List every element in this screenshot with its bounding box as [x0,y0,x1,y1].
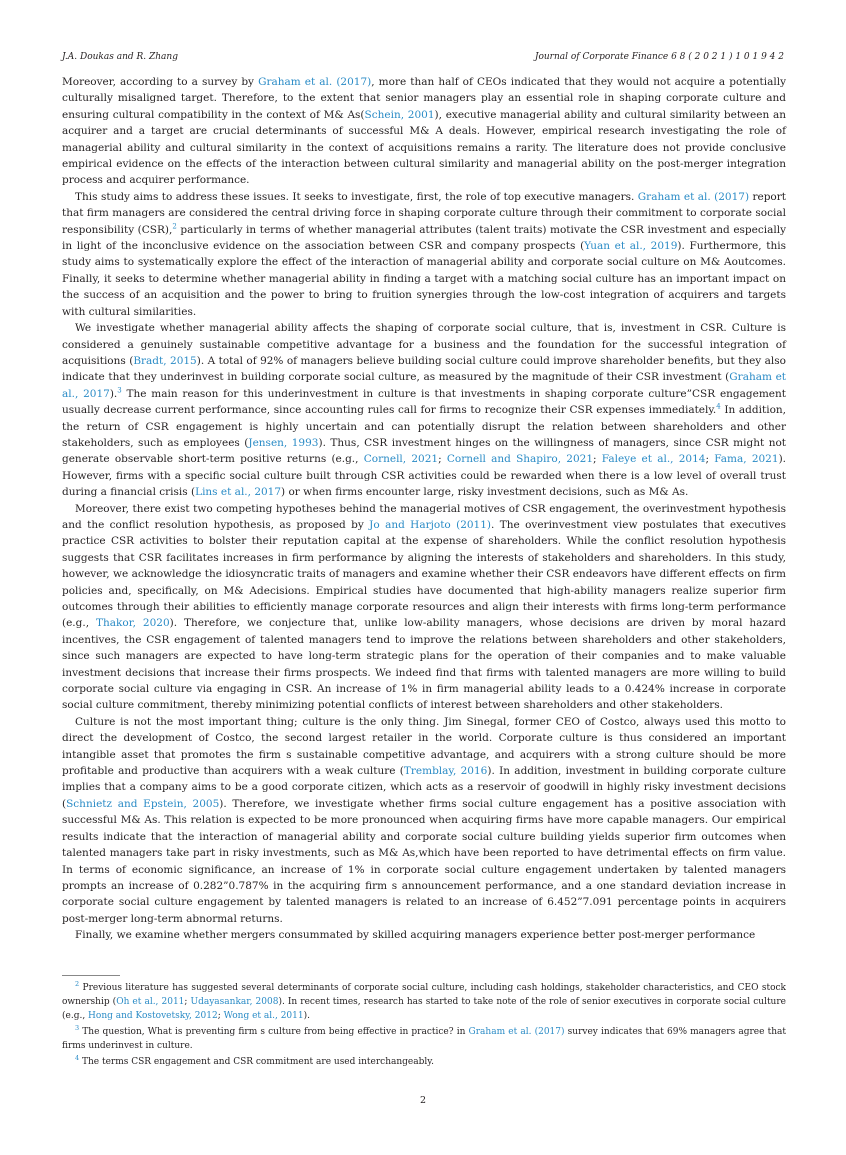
body-paragraph [62,74,786,189]
text-run: ). However, firms with a specific social culture built through CSR activities could be rewarded when there is a low level of overall trust during a financial crisis ( [62,453,786,499]
citation-link[interactable]: Graham et al., 2017 [62,371,787,400]
citation-link[interactable]: Hong and Kostovetsky, 2012 [88,1011,218,1021]
footnote-separator [62,975,120,976]
text-run: ; [705,453,715,466]
citation-link[interactable]: Lins et al., 2017 [195,486,282,499]
citation-link[interactable]: Graham et al. (2017) [468,1027,565,1037]
text-run: ). Therefore, we conjecture that, unlike low-ability managers, whose decisions are driven by moral hazard incentives, the CSR engagement of talented managers tend to improve the relations between shareholders and other stakeholders, since such managers are expected to have long-term strategic plans for the operation of their companies and to make valuable investment decisions that increase their firms prospects. We indeed find that firms with talented managers are more willing to build corporate social culture via engaging in CSR. An increase of 1% in firm managerial ability leads to a 0.424% increase in corporate social culture commitment, thereby minimizing potential conflicts of interest between shareholders and other stakeholders. [62,617,786,712]
body-paragraph [62,927,786,943]
text-run: report that firm managers are considered the central driving force in shaping corporate culture through their commitment to corporate social responsibility (CSR), [62,190,786,236]
citation-link[interactable]: Oh et al., 2011 [116,997,185,1007]
citation-link[interactable]: Fama, 2021 [714,453,779,466]
citation-link[interactable]: Jensen, 1993 [248,436,319,449]
footnote [62,1025,786,1053]
text-run: particularly in terms of whether managerial attributes (talent traits) motivate the CSR investment and especially in light of the inconclusive evidence on the association between CSR and company prospects ( [62,223,787,253]
citation-link[interactable]: Tremblay, 2016 [403,765,488,778]
footnote-marker[interactable]: 4 [716,402,721,411]
text-run: Culture is not the most important thing; culture is the only thing. Jim Sinegal, former CEO of Costco, always used this motto to direct the development of Costco, the second largest retailer in the world. Corporate culture is thus considered an important intangible asset that promotes the firm s sustainable competitive advantage, and acquirers with a strong culture should be more profitable and productive than acquirers with a weak culture ( [62,715,786,778]
text-run: survey indicates that 69% managers agree that firms underinvest in culture. [62,1027,786,1051]
text-run: This study aims to address these issues. It seeks to investigate, first, the role of top executive managers. [75,190,638,203]
citation-link[interactable]: Thakor, 2020 [96,617,170,630]
article-body [62,74,786,944]
text-run: . The overinvestment view postulates that executives practice CSR activities to bolster their reputation capital at the expense of shareholders. While the conflict resolution hypothesis suggests that CSR facilitates increases in firm performance by aligning the interests of stakeholders and shareholders. In this study, however, we acknowledge the idiosyncratic traits of managers and examine whether their CSR endeavors have different effects on firm policies and, specifically, on M& Adecisions. Empirical studies have documented that high-ability managers realize superior firm outcomes through their abilities to efficiently manage corporate resources and align their interests with firms long-term performance (e.g., [62,518,786,630]
text-run: ). [303,1011,310,1021]
body-paragraph [62,501,786,714]
citation-link[interactable]: Faleye et al., 2014 [601,453,706,466]
body-paragraph [62,189,786,320]
text-run: ), executive managerial ability and cultural similarity between an acquirer and a target are crucial determinants of successful M& A deals. However, empirical research investigating the role of managerial ability and cultural similarity in the context of acquisitions remains a rarity. The literature does not provide conclusive empirical evidence on the effects of the interaction between cultural similarity and managerial ability on the post-merger integration process and acquirer performance. [62,108,786,187]
citation-link[interactable]: Schnietz and Epstein, 2005 [66,797,220,810]
citation-link[interactable]: Udayasankar, 2008 [190,997,279,1007]
footnote-marker[interactable]: 3 [117,386,122,395]
footnote [62,1055,786,1069]
text-run: The main reason for this underinvestment in culture is that investments in shaping corporate culture”CSR engagement usually decrease current performance, since accounting rules call for firms to recognize their CSR expenses immediately. [62,387,786,417]
text-run: We investigate whether managerial ability affects the shaping of corporate social culture, that is, investment in CSR. Culture is considered a genuinely sustainable competitive advantage for a business and the foundation for the successful integration of acquisitions ( [62,322,786,367]
footnote [62,981,786,1023]
text-run: Previous literature has suggested several determinants of corporate social culture, including cash holdings, stakeholder characteristics, and CEO stock ownership ( [62,983,786,1007]
text-run: Moreover, according to a survey by [62,76,259,88]
running-header-authors: J.A. Doukas and R. Zhang [62,52,178,62]
text-run: ). Thus, CSR investment hinges on the willingness of managers, since CSR might not generate observable short-term positive returns (e.g., [62,436,786,466]
text-run: The question, What is preventing firm s culture from being effective in practice? in [79,1027,469,1037]
citation-link[interactable]: Jo and Harjoto (2011) [369,518,492,531]
text-run: ). [109,387,118,400]
footnotes [62,981,786,1071]
body-paragraph [62,714,786,927]
text-run: , more than half of CEOs indicated that they would not acquire a potentially culturally misaligned target. Therefore, to the extent that senior managers play an essential role in shaping corporate culture and ensuring cultural compatibility in the context of M& As( [62,76,786,121]
text-run: ; [593,453,602,466]
footnote-marker[interactable]: 2 [172,222,177,231]
text-run: ; [217,1011,224,1021]
text-run: ). In recent times, research has started to take note of the role of senior executives in corporate social culture (e.g., [62,997,786,1021]
page-number: 2 [419,1095,427,1106]
footnote-marker[interactable]: 3 [75,1024,80,1032]
footnote-marker[interactable]: 4 [75,1054,80,1062]
citation-link[interactable]: Graham et al. (2017) [258,76,372,88]
text-run: The terms CSR engagement and CSR commitment are used interchangeably. [79,1057,435,1067]
text-run: ). Furthermore, this study aims to systematically explore the effect of the interaction of managerial ability and corporate social culture on M& Aoutcomes. Finally, it seeks to determine whether managerial ability in finding a target with a matching social culture has an important impact on the success of an acquisition and the power to bring to fruition synergies through the low-cost integration of acquirers and targets with cultural similarities. [62,240,786,318]
text-run: ) or when firms encounter large, risky investment decisions, such as M& As. [281,486,689,499]
running-header-journal: Journal of Corporate Finance 6 8 ( 2 0 2 1 ) 1 0 1 9 4 2 [534,52,784,62]
citation-link[interactable]: Wong et al., 2011 [223,1011,304,1021]
text-run: Finally, we examine whether mergers consummated by skilled acquiring managers experience better post-merger performance [75,929,756,942]
citation-link[interactable]: Yuan et al., 2019 [584,240,678,253]
body-paragraph [62,320,786,500]
footnote-marker[interactable]: 2 [75,980,80,988]
text-run: ; [184,997,191,1007]
text-run: Moreover, there exist two competing hypotheses behind the managerial motives of CSR engagement, the overinvestment hypothesis and the conflict resolution hypothesis, as proposed by [62,502,786,531]
text-run: ). In addition, investment in building corporate culture implies that a company aims to be a good corporate citizen, which acts as a reservoir of goodwill in highly risky investment decisions ( [62,765,787,810]
citation-link[interactable]: Bradt, 2015 [133,354,197,367]
citation-link[interactable]: Graham et al. (2017) [637,190,750,203]
text-run: In addition, the return of CSR engagement is highly uncertain and can potentially disrupt the relation between shareholders and other stakeholders, such as employees ( [62,404,786,449]
text-run: ). A total of 92% of managers believe building social culture could improve shareholder benefits, but they also indicate that they underinvest in building corporate social culture, as measured by the magnitude of their CSR investment ( [62,354,786,384]
text-run: ). Therefore, we investigate whether firms social culture engagement has a positive association with successful M& As. This relation is expected to be more pronounced when acquiring firms have more capable managers. Our empirical results indicate that the interaction of managerial ability and corporate social culture building yields superior firm outcomes when talented managers take part in risky investments, such as M& As,which have been reported to have detrimental effects on firm value. In terms of economic significance, an increase of 1% in corporate social culture engagement undertaken by talented managers prompts an increase of 0.282”0.787% in the acquiring firm s announcement performance, and a one standard deviation increase in corporate social culture engagement by talented managers is related to an increase of 6.452”7.091 percentage points in acquirers post-merger long-term abnormal returns. [62,797,786,925]
citation-link[interactable]: Schein, 2001 [364,108,435,121]
citation-link[interactable]: Cornell, 2021 [363,453,439,466]
citation-link[interactable]: Cornell and Shapiro, 2021 [446,453,594,466]
text-run: ; [438,453,447,466]
